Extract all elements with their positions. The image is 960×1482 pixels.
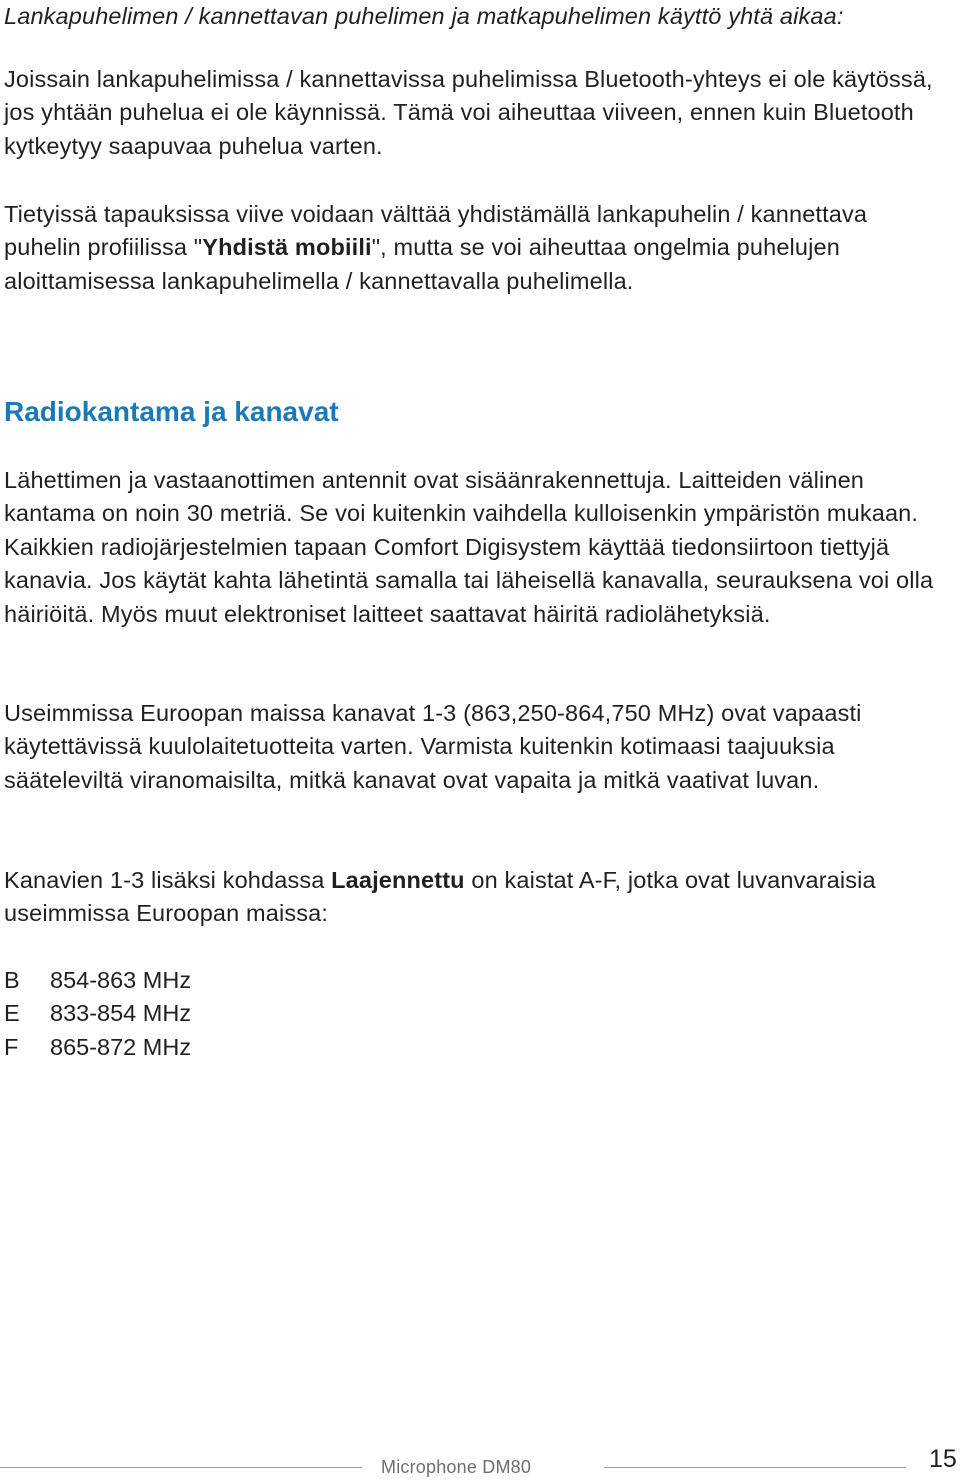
band-range: 865-872 MHz bbox=[50, 1033, 192, 1060]
band-row bbox=[4, 1031, 191, 1064]
band-letter: B bbox=[4, 967, 20, 993]
band-list bbox=[4, 964, 191, 1064]
footer-rule-right bbox=[604, 1467, 906, 1468]
footer-product-label: Microphone DM80 bbox=[381, 1457, 532, 1477]
band-row bbox=[4, 997, 191, 1030]
band-letter: E bbox=[4, 1000, 20, 1027]
intro-paragraph: Joissain lankapuhelimissa / kannettavissa puhelimissa Bluetooth-yhteys ei ole käytössä, jos yhtään puhelua ei ole käynnissä. Tämä voi aiheuttaa viiveen, ennen kuin Bluetooth kytkeytyy saapuvaa puhelua varten. bbox=[4, 66, 933, 159]
band-range: 854-863 MHz bbox=[50, 967, 192, 993]
para2-text-after: ", mutta se voi aiheuttaa ongelmia puhelujen aloittamisessa lankapuhelimella / kannettavalla puhelimella. bbox=[4, 234, 840, 294]
range-paragraph: Lähettimen ja vastaanottimen antennit ovat sisäänrakennettuja. Laitteiden välinen kantama on noin 30 metriä. Se voi kuitenkin vaihdella kulloisenkin ympäristön mukaan. Kaikkien radiojärjestelmien tapaan Comfort Digisystem käyttää tiedonsiirtoon tiettyjä kanavia. Jos käytät kahta lähetintä samalla tai läheisellä kanavalla, seurauksena voi olla häiriöitä. Myös muut elektroniset laitteet saattavat häiritä radiolähetyksiä. bbox=[4, 467, 934, 627]
band-row bbox=[4, 964, 191, 997]
band-letter: F bbox=[4, 1033, 19, 1060]
section-heading: Radiokantama ja kanavat bbox=[4, 396, 339, 427]
para2-text-before: Tietyissä tapauksissa viive voidaan välttää yhdistämällä lankapuhelin / kannettava puhelin profiilissa " bbox=[4, 201, 868, 261]
band-range: 833-854 MHz bbox=[50, 1000, 192, 1027]
channels-paragraph: Useimmissa Euroopan maissa kanavat 1-3 (863,250-864,750 MHz) ovat vapaasti käytettävissä kuulolaitetuotteita varten. Varmista kuitenkin kotimaasi taajuuksia sääteleviltä viranomaisilta, mitkä kanavat ovat vapaita ja mitkä vaativat luvan. bbox=[4, 700, 862, 793]
italic-subheading: Lankapuhelimen / kannettavan puhelimen ja matkapuhelimen käyttö yhtä aikaa: bbox=[4, 3, 844, 29]
extended-paragraph bbox=[4, 864, 949, 931]
page-number: 15 bbox=[929, 1445, 957, 1473]
connect-mobile-paragraph bbox=[4, 198, 944, 298]
connect-mobile-term: Yhdistä mobiili bbox=[202, 234, 372, 261]
para5-text-after: on kaistat A-F, jotka ovat luvanvaraisia useimmissa Euroopan maissa: bbox=[4, 867, 876, 927]
footer-rule-left bbox=[0, 1467, 362, 1468]
extended-term: Laajennettu bbox=[331, 867, 465, 893]
para5-text-before: Kanavien 1-3 lisäksi kohdassa bbox=[4, 867, 332, 893]
